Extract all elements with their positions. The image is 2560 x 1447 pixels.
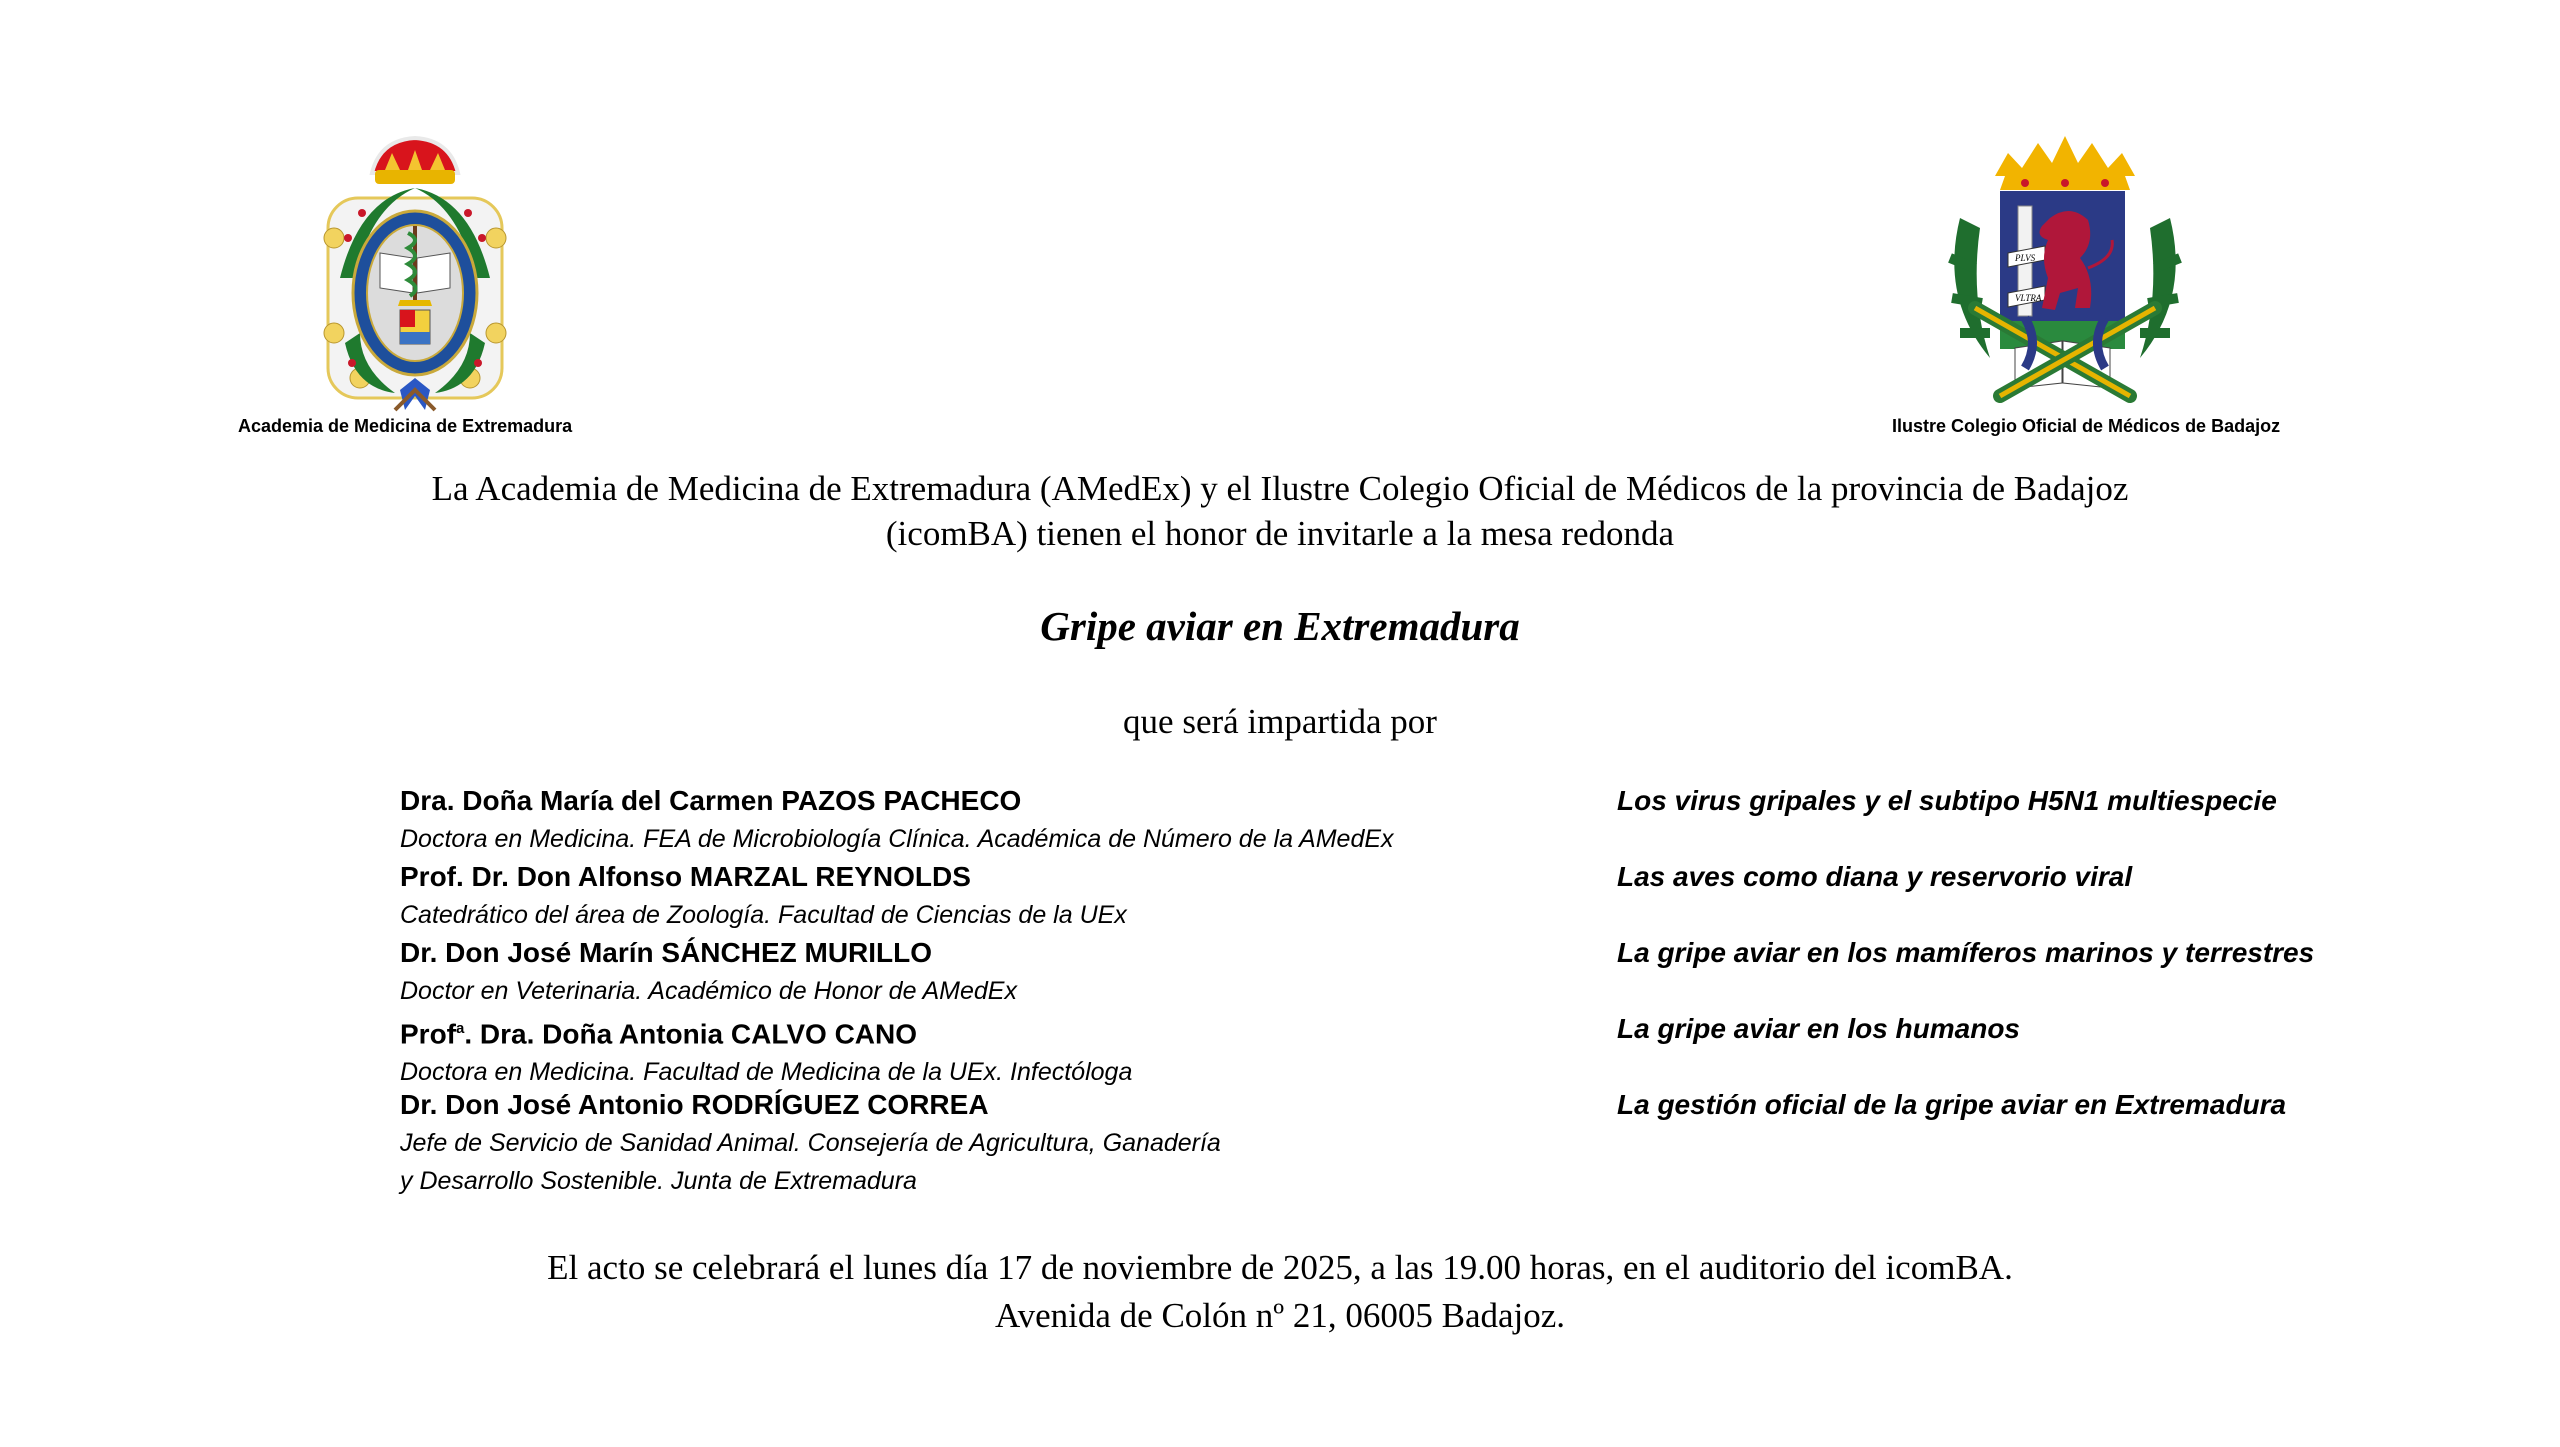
intro-text (0, 466, 2560, 556)
intro-line-1: La Academia de Medicina de Extremadura (AMedEx) y el Ilustre Colegio Oficial de Médicos de la provincia de Badajoz (431, 469, 2129, 508)
speaker-name: Dr. Don José Marín SÁNCHEZ MURILLO (400, 937, 933, 968)
speaker-row (400, 858, 2133, 934)
talk-title: Los virus gripales y el subtipo H5N1 multiespecie (1617, 785, 2277, 816)
speaker-description: Doctor en Veterinaria. Académico de Honor de AMedEx (400, 977, 1017, 1005)
svg-text:PLVS: PLVS (2015, 253, 2036, 263)
colegio-medicos-logo (1930, 128, 2200, 408)
talk-title: Las aves como diana y reservorio viral (1617, 861, 2133, 892)
speaker-row (400, 782, 2277, 858)
event-details (0, 1244, 2560, 1340)
subtitle: que será impartida por (1123, 702, 1437, 741)
speaker-description-cont: y Desarrollo Sostenible. Junta de Extremadura (400, 1167, 917, 1195)
talk-title: La gestión oficial de la gripe aviar en Extremadura (1617, 1089, 2287, 1120)
speaker-name: Dr. Don José Antonio RODRÍGUEZ CORREA (400, 1089, 989, 1120)
speaker-name: Prof$^a$. Dra. Doña Antonia CALVO CANO (400, 1018, 918, 1050)
svg-text:VLTRA: VLTRA (2015, 293, 2042, 303)
speaker-row (400, 934, 2315, 1010)
speaker-name: Prof. Dr. Don Alfonso MARZAL REYNOLDS (400, 861, 971, 892)
colegio-medicos-logo-label: Ilustre Colegio Oficial de Médicos de Badajoz (1892, 416, 2281, 436)
academia-logo (300, 128, 530, 413)
event-address: Avenida de Colón nº 21, 06005 Badajoz. (994, 1296, 1566, 1335)
speaker-name: Dra. Doña María del Carmen PAZOS PACHECO (400, 785, 1022, 816)
speakers-list (400, 782, 2315, 1200)
colegio-medicos-badajoz-crest-icon (1930, 128, 2200, 408)
speaker-row (400, 1086, 2287, 1200)
speaker-description: Jefe de Servicio de Sanidad Animal. Consejería de Agricultura, Ganadería (400, 1129, 1221, 1157)
talk-title: La gripe aviar en los mamíferos marinos y terrestres (1617, 937, 2315, 968)
speaker-description: Doctora en Medicina. Facultad de Medicina de la UEx. Infectóloga (400, 1058, 1133, 1087)
speaker-description: Catedrático del área de Zoología. Facultad de Ciencias de la UEx (400, 901, 1127, 929)
academia-logo-label: Academia de Medicina de Extremadura (238, 416, 573, 436)
event-title: Gripe aviar en Extremadura (1040, 603, 1520, 649)
talk-title: La gripe aviar en los humanos (1617, 1013, 2021, 1044)
intro-line-2: (icomBA) tienen el honor de invitarle a la mesa redonda (885, 514, 1675, 553)
academia-medicina-extremadura-crest-icon (300, 128, 530, 413)
speaker-description: Doctora en Medicina. FEA de Microbiología Clínica. Académica de Número de la AMedEx (400, 825, 1394, 853)
speaker-row (400, 1010, 2021, 1087)
event-date-time: El acto se celebrará el lunes día 17 de noviembre de 2025, a las 19.00 horas, en el auditorio del icomBA. (547, 1248, 2013, 1287)
